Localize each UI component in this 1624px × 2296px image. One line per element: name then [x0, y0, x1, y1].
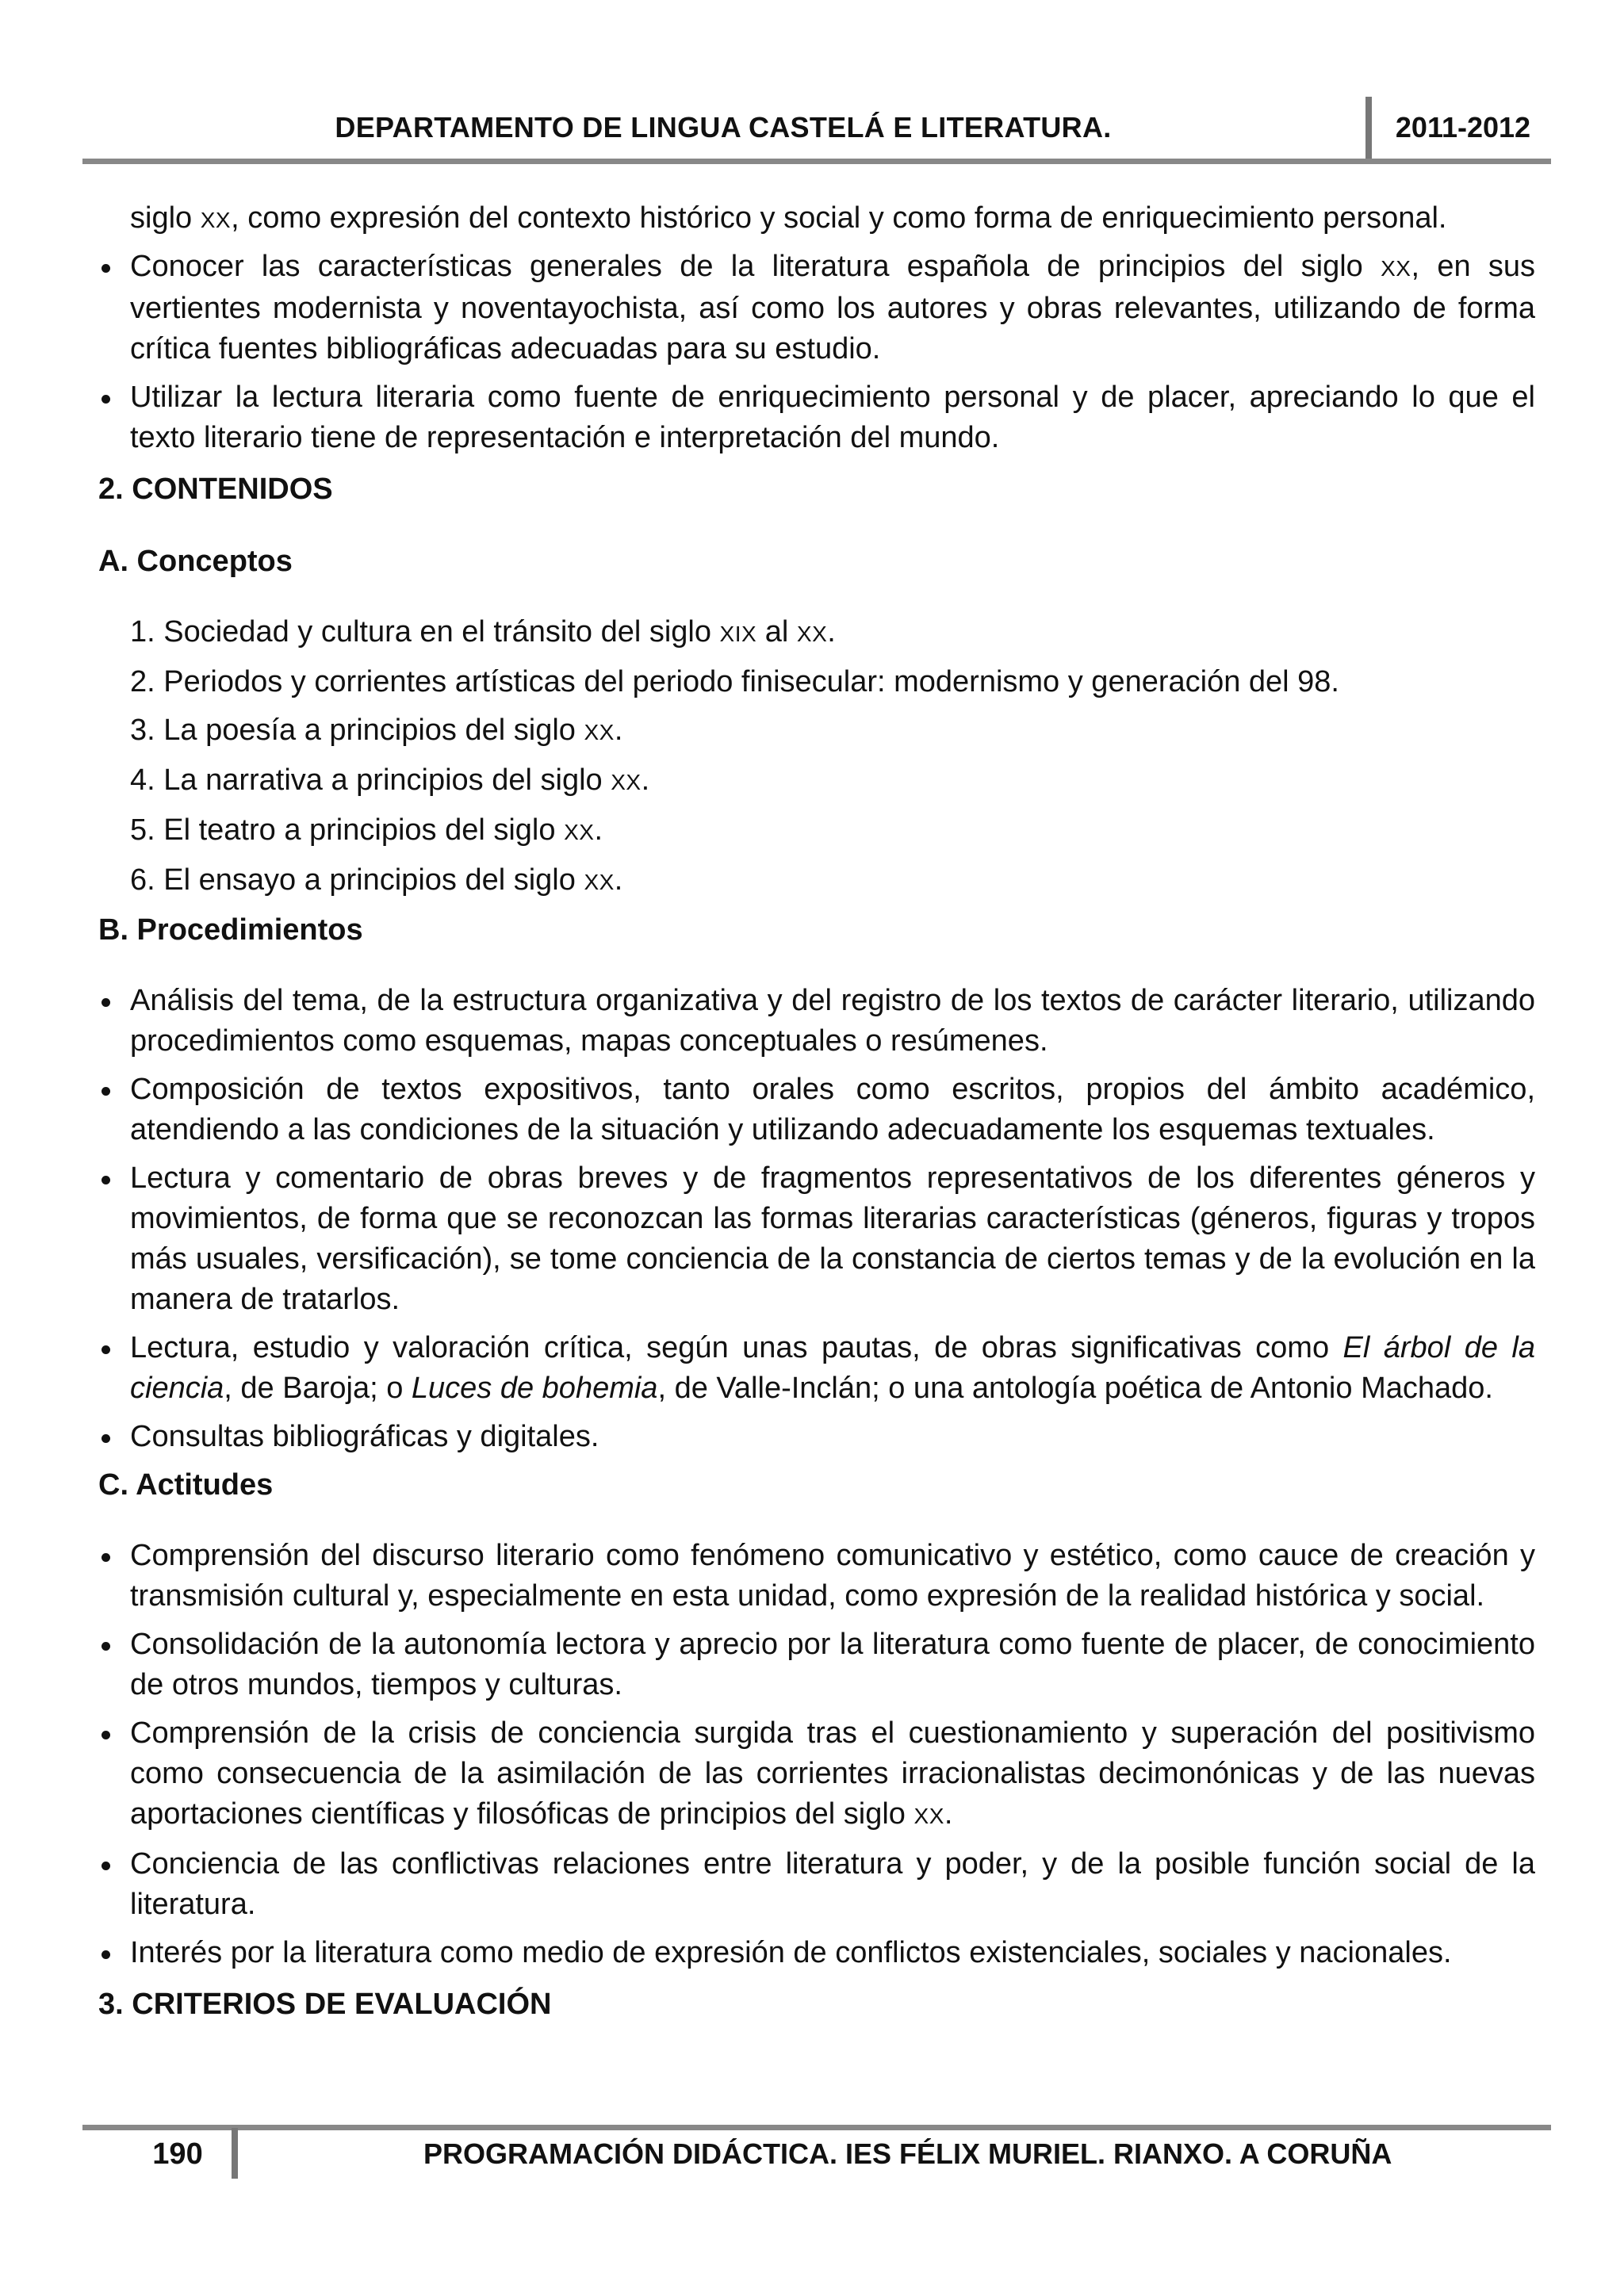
- list-item: 1. Sociedad y cultura en el tránsito del siglo XIX al XX.: [130, 615, 836, 649]
- list-item: Lectura y comentario de obras breves y de fragmentos representativos de los diferentes géneros y movimientos, de forma que se reconozcan las formas literarias características (géneros, figuras y tropos más usuales, versificación), se tome conciencia de la constancia de ciertos temas y de la evolución en la manera de tratarlos.: [98, 1158, 1535, 1320]
- header-year: 2011-2012: [1395, 111, 1531, 144]
- list-item: 6. El ensayo a principios del siglo XX.: [130, 863, 623, 897]
- footer-text: PROGRAMACIÓN DIDÁCTICA. IES FÉLIX MURIEL. RIANXO. A CORUÑA: [423, 2137, 1392, 2170]
- procedimientos-list: [98, 981, 1535, 1457]
- page-header: [82, 94, 1551, 165]
- page-number: 190: [152, 2137, 203, 2171]
- header-title: DEPARTAMENTO DE LINGUA CASTELÁ E LITERATURA.: [335, 111, 1112, 144]
- list-item: Consolidación de la autonomía lectora y aprecio por la literatura como fuente de placer, de conocimiento de otros mundos, tiempos y culturas.: [98, 1624, 1535, 1705]
- list-item: Conciencia de las conflictivas relaciones entre literatura y poder, y de la posible función social de la literatura.: [98, 1844, 1535, 1925]
- conceptos-list: [98, 612, 1535, 902]
- continuation-paragraph: siglo XX, como expresión del contexto histórico y social y como forma de enriquecimiento personal.: [130, 201, 1447, 235]
- list-item: 4. La narrativa a principios del siglo XX.: [130, 763, 650, 797]
- actitudes-list: [98, 1536, 1535, 1973]
- section-heading-criterios: 3. CRITERIOS DE EVALUACIÓN: [98, 1988, 552, 2021]
- subheading-conceptos: A. Conceptos: [98, 545, 293, 578]
- section-heading-contenidos: 2. CONTENIDOS: [98, 473, 333, 506]
- footer-rule: [82, 2125, 1551, 2130]
- list-item: Análisis del tema, de la estructura organizativa y del registro de los textos de carácter literario, utilizando procedimientos como esquemas, mapas conceptuales o resúmenes.: [98, 981, 1535, 1062]
- subheading-procedimientos: B. Procedimientos: [98, 913, 363, 947]
- list-item: Utilizar la lectura literaria como fuente de enriquecimiento personal y de placer, apreciando lo que el texto literario tiene de representación e interpretación del mundo.: [98, 377, 1535, 458]
- list-item: Consultas bibliográficas y digitales.: [98, 1417, 1535, 1457]
- list-item: Composición de textos expositivos, tanto orales como escritos, propios del ámbito académico, atendiendo a las condiciones de la situación y utilizando adecuadamente los esquemas textuales.: [98, 1070, 1535, 1150]
- list-item: Comprensión del discurso literario como fenómeno comunicativo y estético, como cauce de creación y transmisión cultural y, especialmente en esta unidad, como expresión de la realidad histórica y social.: [98, 1536, 1535, 1617]
- page-body: [98, 198, 1535, 2025]
- header-rule: [82, 159, 1551, 164]
- list-item: 5. El teatro a principios del siglo XX.: [130, 813, 603, 847]
- objectives-list: [98, 247, 1535, 458]
- footer-divider: [232, 2128, 238, 2179]
- list-item: Interés por la literatura como medio de expresión de conflictos existenciales, sociales y nacionales.: [98, 1933, 1535, 1973]
- list-item: 2. Periodos y corrientes artísticas del periodo finisecular: modernismo y generación del 98.: [130, 665, 1339, 698]
- list-item: 3. La poesía a principios del siglo XX.: [130, 714, 623, 747]
- list-item: Lectura, estudio y valoración crítica, según unas pautas, de obras significativas como El árbol de la ciencia, de Baroja; o Luces de bohemia, de Valle-Inclán; o una antología poética de Antonio Machado.: [98, 1328, 1535, 1409]
- list-item: Comprensión de la crisis de conciencia surgida tras el cuestionamiento y superación del positivismo como consecuencia de la asimilación de las corrientes irracionalistas decimonónicas y de las nuevas aportaciones científicas y filosóficas de principios del siglo XX.: [98, 1713, 1535, 1836]
- header-divider: [1365, 97, 1372, 163]
- list-item: Conocer las características generales de la literatura española de principios del siglo XX, en sus vertientes modernista y noventayochista, así como los autores y obras relevantes, utilizando de forma crítica fuentes bibliográficas adecuadas para su estudio.: [98, 247, 1535, 369]
- subheading-actitudes: C. Actitudes: [98, 1468, 274, 1502]
- page-footer: [82, 2125, 1551, 2196]
